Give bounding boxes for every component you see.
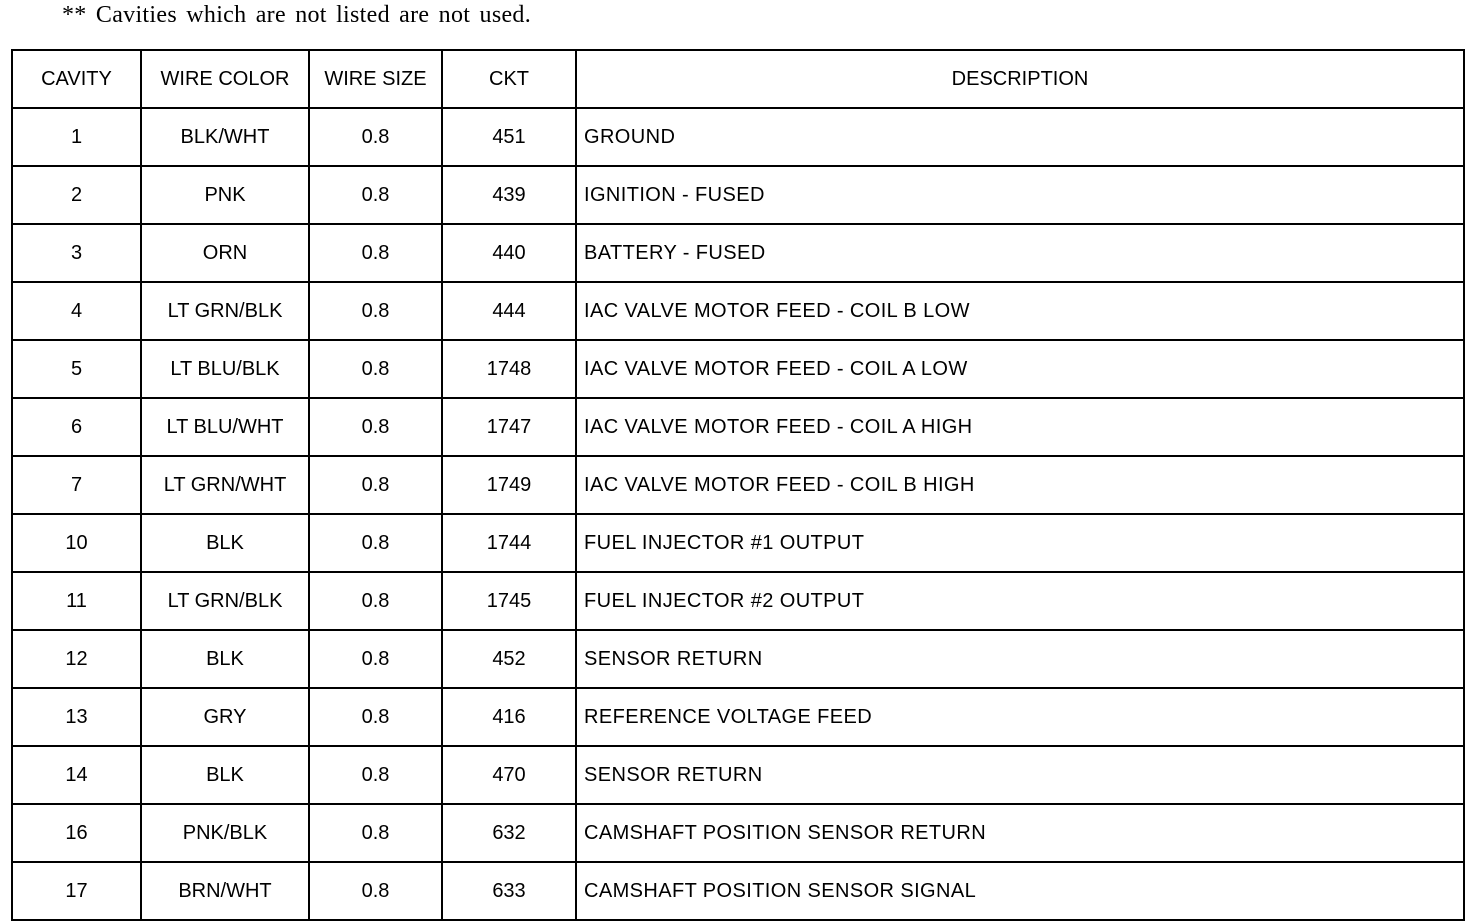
header-cavity: CAVITY [12, 50, 141, 108]
footnote: ** Cavities which are not listed are not used. [62, 2, 532, 28]
table-row [12, 340, 1464, 398]
cell-ckt: 1748 [442, 340, 576, 398]
cell-ckt: 632 [442, 804, 576, 862]
cell-wire-size: 0.8 [309, 108, 442, 166]
table-row [12, 166, 1464, 224]
table-row [12, 398, 1464, 456]
cell-ckt: 444 [442, 282, 576, 340]
table-row [12, 456, 1464, 514]
cell-ckt: 1749 [442, 456, 576, 514]
cell-ckt: 1745 [442, 572, 576, 630]
cell-wire-size: 0.8 [309, 514, 442, 572]
cell-description: SENSOR RETURN [576, 630, 1464, 688]
table-row [12, 804, 1464, 862]
cell-ckt: 416 [442, 688, 576, 746]
table-row [12, 224, 1464, 282]
cell-cavity: 16 [12, 804, 141, 862]
cell-ckt: 633 [442, 862, 576, 920]
cell-wire-size: 0.8 [309, 282, 442, 340]
cell-ckt: 1744 [442, 514, 576, 572]
cell-cavity: 11 [12, 572, 141, 630]
table-row [12, 572, 1464, 630]
cell-ckt: 439 [442, 166, 576, 224]
cell-ckt: 452 [442, 630, 576, 688]
table-row [12, 108, 1464, 166]
cell-description: IAC VALVE MOTOR FEED - COIL B LOW [576, 282, 1464, 340]
cell-wire-size: 0.8 [309, 746, 442, 804]
cell-wire-color: GRY [141, 688, 309, 746]
cell-description: REFERENCE VOLTAGE FEED [576, 688, 1464, 746]
cell-cavity: 2 [12, 166, 141, 224]
cell-cavity: 6 [12, 398, 141, 456]
cell-description: IAC VALVE MOTOR FEED - COIL B HIGH [576, 456, 1464, 514]
cell-cavity: 12 [12, 630, 141, 688]
cell-wire-size: 0.8 [309, 688, 442, 746]
cell-cavity: 10 [12, 514, 141, 572]
table-row [12, 746, 1464, 804]
cell-wire-size: 0.8 [309, 456, 442, 514]
header-description: DESCRIPTION [576, 50, 1464, 108]
cell-description: FUEL INJECTOR #1 OUTPUT [576, 514, 1464, 572]
cell-ckt: 440 [442, 224, 576, 282]
cell-wire-color: LT GRN/BLK [141, 572, 309, 630]
cell-wire-size: 0.8 [309, 804, 442, 862]
table-row [12, 688, 1464, 746]
cell-wire-size: 0.8 [309, 166, 442, 224]
cell-cavity: 5 [12, 340, 141, 398]
cell-wire-size: 0.8 [309, 572, 442, 630]
table-body [12, 108, 1464, 920]
cell-wire-color: LT BLU/BLK [141, 340, 309, 398]
cell-wire-size: 0.8 [309, 630, 442, 688]
header-ckt: CKT [442, 50, 576, 108]
cell-description: IAC VALVE MOTOR FEED - COIL A HIGH [576, 398, 1464, 456]
cell-wire-color: BLK/WHT [141, 108, 309, 166]
cell-description: SENSOR RETURN [576, 746, 1464, 804]
cell-wire-color: PNK/BLK [141, 804, 309, 862]
cell-cavity: 17 [12, 862, 141, 920]
cell-cavity: 1 [12, 108, 141, 166]
cell-description: GROUND [576, 108, 1464, 166]
cell-wire-color: LT GRN/WHT [141, 456, 309, 514]
table-header-row [12, 50, 1464, 108]
cell-cavity: 7 [12, 456, 141, 514]
cell-cavity: 4 [12, 282, 141, 340]
cell-description: BATTERY - FUSED [576, 224, 1464, 282]
cell-wire-size: 0.8 [309, 340, 442, 398]
table-row [12, 514, 1464, 572]
header-wire-color: WIRE COLOR [141, 50, 309, 108]
connector-pinout-table [11, 49, 1465, 921]
table-row [12, 862, 1464, 920]
cell-description: CAMSHAFT POSITION SENSOR RETURN [576, 804, 1464, 862]
cell-ckt: 470 [442, 746, 576, 804]
cell-wire-color: BLK [141, 746, 309, 804]
cell-cavity: 13 [12, 688, 141, 746]
cell-cavity: 14 [12, 746, 141, 804]
header-wire-size: WIRE SIZE [309, 50, 442, 108]
cell-wire-size: 0.8 [309, 862, 442, 920]
cell-ckt: 451 [442, 108, 576, 166]
cell-wire-color: LT GRN/BLK [141, 282, 309, 340]
cell-description: CAMSHAFT POSITION SENSOR SIGNAL [576, 862, 1464, 920]
cell-wire-color: BLK [141, 514, 309, 572]
cell-wire-size: 0.8 [309, 398, 442, 456]
cell-ckt: 1747 [442, 398, 576, 456]
cell-wire-color: LT BLU/WHT [141, 398, 309, 456]
cell-wire-color: PNK [141, 166, 309, 224]
cell-description: FUEL INJECTOR #2 OUTPUT [576, 572, 1464, 630]
cell-description: IGNITION - FUSED [576, 166, 1464, 224]
cell-wire-color: BLK [141, 630, 309, 688]
cell-wire-color: ORN [141, 224, 309, 282]
table-row [12, 630, 1464, 688]
cell-cavity: 3 [12, 224, 141, 282]
cell-wire-size: 0.8 [309, 224, 442, 282]
table-row [12, 282, 1464, 340]
cell-description: IAC VALVE MOTOR FEED - COIL A LOW [576, 340, 1464, 398]
cell-wire-color: BRN/WHT [141, 862, 309, 920]
